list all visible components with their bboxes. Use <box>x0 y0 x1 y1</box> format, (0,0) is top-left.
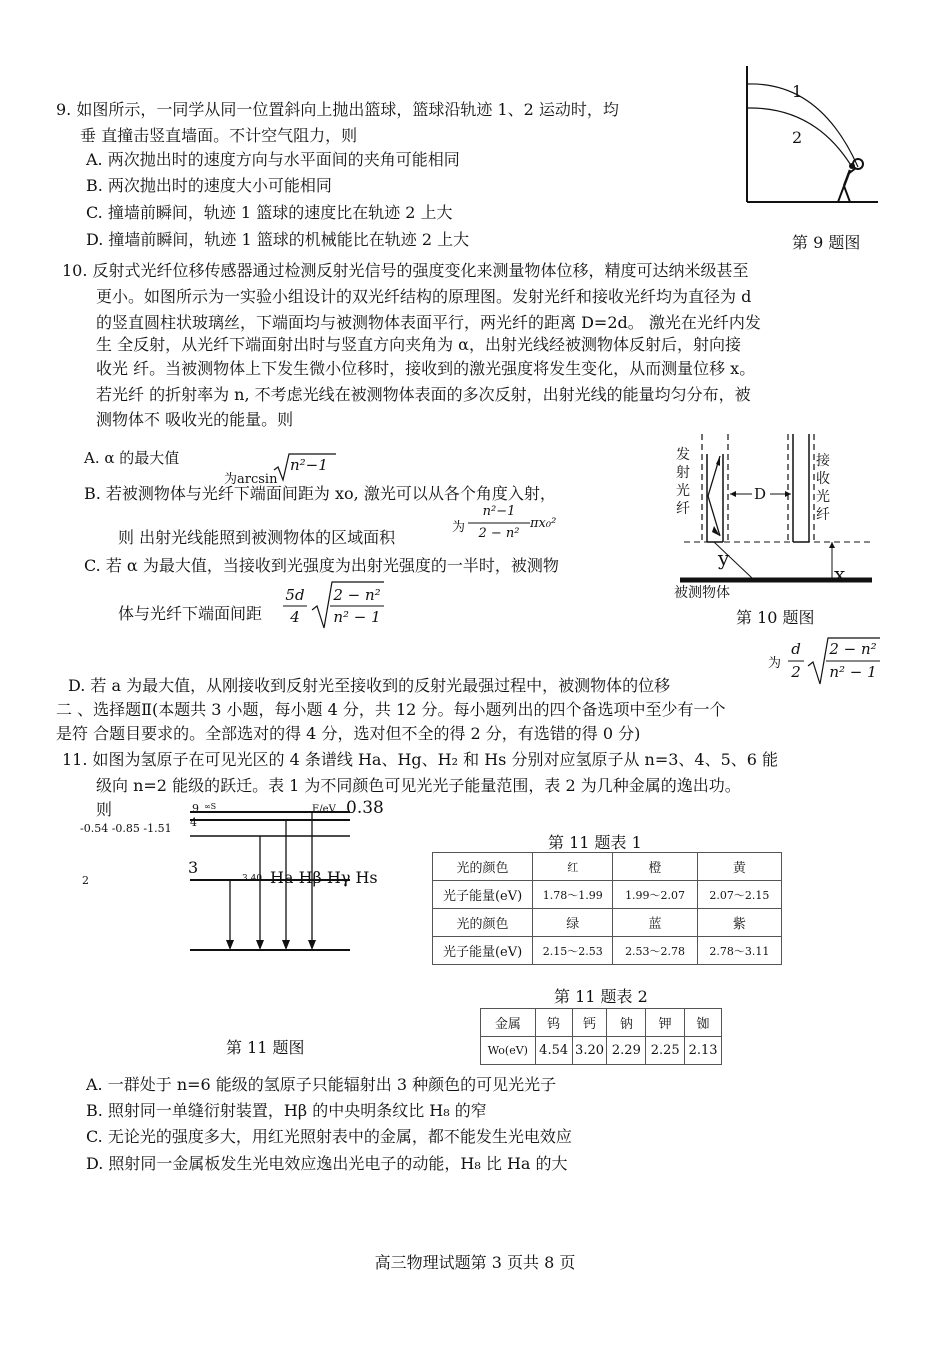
q10-option-b-line2: 则 出射光线能照到被测物体的区域面积 <box>118 528 396 547</box>
q10-c-coef-den: 4 <box>290 608 300 626</box>
q10-d-fraction-bar <box>826 660 880 662</box>
table-cell: 2.15～2.53 <box>533 937 613 965</box>
q9-fig-label-1: 1 <box>792 82 803 101</box>
table-row <box>481 1009 722 1037</box>
q11-fig-energy-values: -0.54 -0.85 -1.51 <box>80 822 172 835</box>
q11-stem-line2: 级向 n=2 能级的跃迁。表 1 为不同颜色可见光光子能量范围，表 2 为几种金属的逸出功。 <box>96 776 741 795</box>
q11-option-a: A. 一群处于 n=6 能级的氢原子只能辐射出 3 种颜色的可见光光子 <box>86 1075 557 1094</box>
q10-option-a: A. α 的最大值 <box>84 449 180 467</box>
q10-stem-line2: 更小。如图所示为一实验小组设计的双光纤结构的原理图。发射光纤和接收光纤均为直径为 d <box>96 287 752 306</box>
q10-stem-line7: 测物体不 吸收光的能量。则 <box>96 410 294 429</box>
table-row <box>433 937 782 965</box>
q10-fig-x-label: x <box>834 562 846 586</box>
q10-d-formula-prefix: 为 <box>768 656 782 671</box>
q11-table2 <box>480 1008 722 1065</box>
q10-fig-emit-char: 光 <box>676 483 690 499</box>
q10-c-numerator: 2 − n² <box>333 586 381 604</box>
q9-stem-line1: 9. 如图所示，一同学从同一位置斜向上抛出篮球，篮球沿轨迹 1、2 运动时，均 <box>56 100 619 119</box>
q11-option-c: C. 无论光的强度多大，用红光照射表中的金属，都不能发生光电效应 <box>86 1127 572 1146</box>
q9-option-d: D. 撞墙前瞬间，轨迹 1 篮球的机械能比在轨迹 2 上大 <box>86 230 470 249</box>
q10-caption: 第 10 题图 <box>736 608 815 627</box>
q10-b-denominator: 2 − n² <box>478 526 520 541</box>
table-cell: 红 <box>533 853 613 881</box>
table-cell: 钨 <box>535 1009 572 1037</box>
table-row <box>433 909 782 937</box>
q11-table1 <box>432 852 782 965</box>
q10-d-coef-num: d <box>791 640 801 658</box>
table-cell: 钠 <box>607 1009 646 1037</box>
section2-line2: 是符 合题目要求的。全部选对的得 4 分，选对但不全的得 2 分，有选错的得 0 分) <box>56 724 641 743</box>
q9-option-a: A. 两次抛出时的速度方向与水平面间的夹角可能相同 <box>86 150 460 169</box>
q10-b-fraction-bar <box>468 522 530 524</box>
table-row <box>433 853 782 881</box>
q11-fig-3-40: 3.40 <box>242 874 263 884</box>
q10-b-tail: πx₀² <box>530 516 557 531</box>
table-cell: 3.20 <box>572 1037 607 1065</box>
table-cell: 1.99～2.07 <box>613 881 697 909</box>
q11-fig-n-3: 3 <box>188 858 199 877</box>
table-cell: 黄 <box>697 853 781 881</box>
table-cell: 2.07～2.15 <box>697 881 781 909</box>
table-cell: 2.29 <box>607 1037 646 1065</box>
q10-option-d: D. 若 a 为最大值，从刚接收到反射光至接收到的反射光最强过程中，被测物体的位移 <box>68 676 671 695</box>
q10-b-formula-prefix: 为 <box>452 520 466 535</box>
q11-fig-caption: 第 11 题图 <box>226 1038 305 1057</box>
table-cell: 紫 <box>697 909 781 937</box>
q11-option-d: D. 照射同一金属板发生光电效应逸出光电子的动能，H₈ 比 Ha 的大 <box>86 1154 568 1173</box>
table-row <box>481 1037 722 1065</box>
q10-a-formula-prefix: 为arcsin <box>224 472 278 487</box>
table-cell: 蓝 <box>613 909 697 937</box>
section2-line1: 二 、选择题Ⅱ(本题共 3 小题，每小题 4 分，共 12 分。每小题列出的四个备选项中至少有一个 <box>56 700 726 719</box>
q10-fig-emit-char: 纤 <box>676 501 690 517</box>
q10-c-coef-num: 5d <box>285 586 305 604</box>
q10-figure <box>676 430 876 590</box>
table-cell: 钾 <box>646 1009 685 1037</box>
q11-table1-caption: 第 11 题表 1 <box>548 833 642 852</box>
q10-stem-line3: 的竖直圆柱状玻璃丝，下端面均与被测物体表面平行，两光纤的距离 D=2d。 激光在光纤内发 <box>96 313 761 332</box>
q11-table2-caption: 第 11 题表 2 <box>554 987 648 1006</box>
q10-fig-recv-char: 收 <box>816 471 830 487</box>
q10-d-denominator: n² − 1 <box>829 663 877 681</box>
table-cell: 光子能量(eV) <box>433 937 533 965</box>
table-cell: 4.54 <box>535 1037 572 1065</box>
q11-fig-n-inf: ∞S <box>204 802 217 811</box>
q10-option-c-line2: 体与光纤下端面间距 <box>118 604 263 623</box>
table-cell: 1.78～1.99 <box>533 881 613 909</box>
q11-option-b: B. 照射同一单缝衍射装置，Hβ 的中央明条纹比 H₈ 的窄 <box>86 1101 487 1120</box>
q10-c-denominator: n² − 1 <box>333 608 381 626</box>
q9-caption: 第 9 题图 <box>792 233 861 252</box>
page-footer: 高三物理试题第 3 页共 8 页 <box>374 1253 576 1272</box>
q10-d-numerator: 2 − n² <box>829 640 877 658</box>
q11-fig-top-value: 0.38 <box>346 798 384 818</box>
q10-c-coef-bar <box>283 605 307 607</box>
q11-fig-n-2: 2 <box>82 874 89 887</box>
table-cell: 2.53～2.78 <box>613 937 697 965</box>
q10-fig-object-label: 被测物体 <box>674 585 730 601</box>
table-cell: 钙 <box>572 1009 607 1037</box>
q10-stem-line1: 10. 反射式光纤位移传感器通过检测反射光信号的强度变化来测量物体位移，精度可达纳米级甚至 <box>62 261 749 280</box>
table-cell: 光子能量(eV) <box>433 881 533 909</box>
table-cell: 光的颜色 <box>433 853 533 881</box>
q10-a-formula-radicand: n²−1 <box>290 456 328 474</box>
q10-fig-recv-label <box>816 452 830 524</box>
q10-d-coef-den: 2 <box>791 663 801 681</box>
q11-fig-ev-label: E/eV <box>312 804 336 815</box>
q10-fig-emit-char: 射 <box>676 465 690 481</box>
q11-fig-n-4: 4 <box>190 816 197 829</box>
q10-b-numerator: n²−1 <box>482 504 516 519</box>
q10-stem-line5: 收光 纤。当被测物体上下发生微小位移时，接收到的激光强度将发生变化，从而测量位移 x。 <box>96 359 756 378</box>
table-cell: 铷 <box>685 1009 722 1037</box>
q10-stem-line6: 若光纤 的折射率为 n, 不考虑光线在被测物体表面的多次反射，出射光线的能量均匀分布，被 <box>96 385 751 404</box>
q10-fig-recv-char: 接 <box>816 453 830 469</box>
q11-stem-line3: 则 <box>96 800 113 819</box>
q10-fig-recv-char: 光 <box>816 489 830 505</box>
table-cell: 2.78～3.11 <box>697 937 781 965</box>
table-cell: 金属 <box>481 1009 536 1037</box>
table-row <box>433 881 782 909</box>
q10-fig-emit-char: 发 <box>676 447 690 463</box>
q10-fig-y-label: y <box>718 546 730 570</box>
q10-fig-D-label: D <box>754 485 767 503</box>
table-cell: Wo(eV) <box>481 1037 536 1065</box>
q10-d-coef-bar <box>788 660 804 662</box>
q10-option-b-line1: B. 若被测物体与光纤下端面间距为 xo, 激光可以从各个角度入射， <box>84 484 556 503</box>
table-cell: 2.13 <box>685 1037 722 1065</box>
q9-fig-label-2: 2 <box>792 128 803 147</box>
q11-fig-n-9: 9 <box>192 802 199 815</box>
q9-stem-line2: 垂 直撞击竖直墙面。不计空气阻力，则 <box>80 126 358 145</box>
q10-fig-emit-label <box>676 446 690 518</box>
q10-stem-line4: 生 全反射，从光纤下端面射出时与竖直方向夹角为 α，出射光线经被测物体反射后，射向接 <box>96 335 741 354</box>
q9-figure <box>740 62 880 207</box>
q10-fig-recv-char: 纤 <box>816 507 830 523</box>
q10-c-fraction-bar <box>330 605 384 607</box>
table-cell: 2.25 <box>646 1037 685 1065</box>
table-cell: 橙 <box>613 853 697 881</box>
q10-option-c-line1: C. 若 α 为最大值，当接收到光强度为出射光强度的一半时，被测物 <box>84 556 559 575</box>
q9-option-c: C. 撞墙前瞬间，轨迹 1 篮球的速度比在轨迹 2 上大 <box>86 203 453 222</box>
q11-fig-line-labels: Ha Hβ Hγ Hs <box>270 868 378 887</box>
q9-option-b: B. 两次抛出时的速度大小可能相同 <box>86 176 332 195</box>
table-cell: 绿 <box>533 909 613 937</box>
q11-stem-line1: 11. 如图为氢原子在可见光区的 4 条谱线 Ha、Hg、H₂ 和 Hs 分别对应氢原子从 n=3、4、5、6 能 <box>62 750 779 769</box>
table-cell: 光的颜色 <box>433 909 533 937</box>
